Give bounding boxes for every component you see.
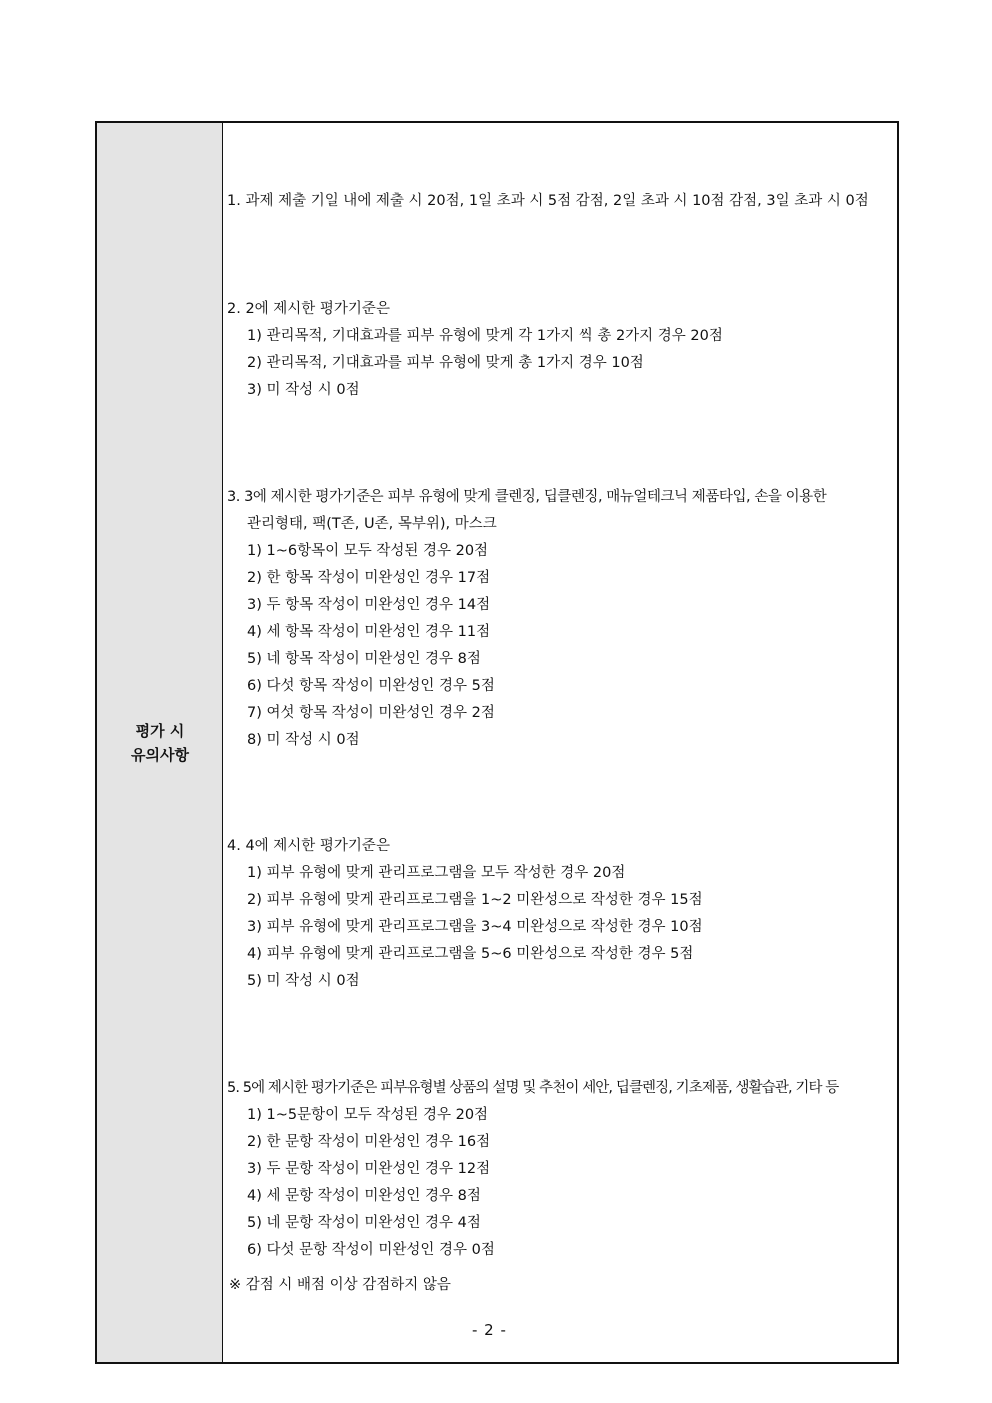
list-item: 3) 피부 유형에 맞게 관리프로그램을 3~4 미완성으로 작성한 경우 10점: [247, 919, 703, 935]
list-item: 6) 다섯 문항 작성이 미완성인 경우 0점: [247, 1242, 495, 1258]
list-item: 1) 피부 유형에 맞게 관리프로그램을 모두 작성한 경우 20점: [247, 865, 626, 881]
list-item: 1) 관리목적, 기대효과를 피부 유형에 맞게 각 1가지 씩 총 2가지 경우 20점: [247, 328, 723, 344]
list-item: 1) 1~6항목이 모두 작성된 경우 20점: [247, 543, 489, 559]
list-item: 7) 여섯 항목 작성이 미완성인 경우 2점: [247, 705, 495, 721]
list-item: 5) 네 항목 작성이 미완성인 경우 8점: [247, 651, 481, 667]
section-1-title: 1. 과제 제출 기일 내에 제출 시 20점, 1일 초과 시 5점 감점, 2일 초과 시 10점 감점, 3일 초과 시 0점: [227, 193, 869, 209]
list-item: 3) 미 작성 시 0점: [247, 382, 360, 398]
list-item: 3) 두 항목 작성이 미완성인 경우 14점: [247, 597, 491, 613]
list-item: 5) 미 작성 시 0점: [247, 973, 360, 989]
list-item: 2) 한 문항 작성이 미완성인 경우 16점: [247, 1134, 491, 1150]
section-3-title: 3. 3에 제시한 평가기준은 피부 유형에 맞게 클렌징, 딥클렌징, 매뉴얼테크닉 제품타입, 손을 이용한: [227, 489, 827, 505]
section-2-title: 2. 2에 제시한 평가기준은: [227, 301, 390, 317]
section-4-title: 4. 4에 제시한 평가기준은: [227, 838, 390, 854]
label-line-2: 유의사항: [131, 746, 189, 764]
list-item: 6) 다섯 항목 작성이 미완성인 경우 5점: [247, 678, 495, 694]
list-item: 4) 세 항목 작성이 미완성인 경우 11점: [247, 624, 491, 640]
label-line-1: 평가 시: [135, 722, 185, 740]
deduction-note: ※ 감점 시 배점 이상 감점하지 않음: [229, 1277, 451, 1293]
label-heading: [97, 719, 223, 767]
list-item: 3) 두 문항 작성이 미완성인 경우 12점: [247, 1161, 491, 1177]
list-item: 1) 1~5문항이 모두 작성된 경우 20점: [247, 1107, 489, 1123]
list-item: 5) 네 문항 작성이 미완성인 경우 4점: [247, 1215, 481, 1231]
list-item: 2) 한 항목 작성이 미완성인 경우 17점: [247, 570, 491, 586]
list-item: 2) 피부 유형에 맞게 관리프로그램을 1~2 미완성으로 작성한 경우 15점: [247, 892, 703, 908]
label-cell: [97, 123, 223, 1362]
list-item: 2) 관리목적, 기대효과를 피부 유형에 맞게 총 1가지 경우 10점: [247, 355, 644, 371]
section-3-title-cont: 관리형태, 팩(T존, U존, 목부위), 마스크: [247, 516, 497, 532]
section-5-title: 5. 5에 제시한 평가기준은 피부유형별 상품의 설명 및 추천이 세안, 딥클렌징, 기초제품, 생활습관, 기타 등: [227, 1080, 839, 1096]
evaluation-notes-table: [95, 121, 899, 1364]
list-item: 4) 피부 유형에 맞게 관리프로그램을 5~6 미완성으로 작성한 경우 5점: [247, 946, 694, 962]
page-number: - 2 -: [472, 1321, 507, 1339]
list-item: 4) 세 문항 작성이 미완성인 경우 8점: [247, 1188, 481, 1204]
list-item: 8) 미 작성 시 0점: [247, 732, 360, 748]
